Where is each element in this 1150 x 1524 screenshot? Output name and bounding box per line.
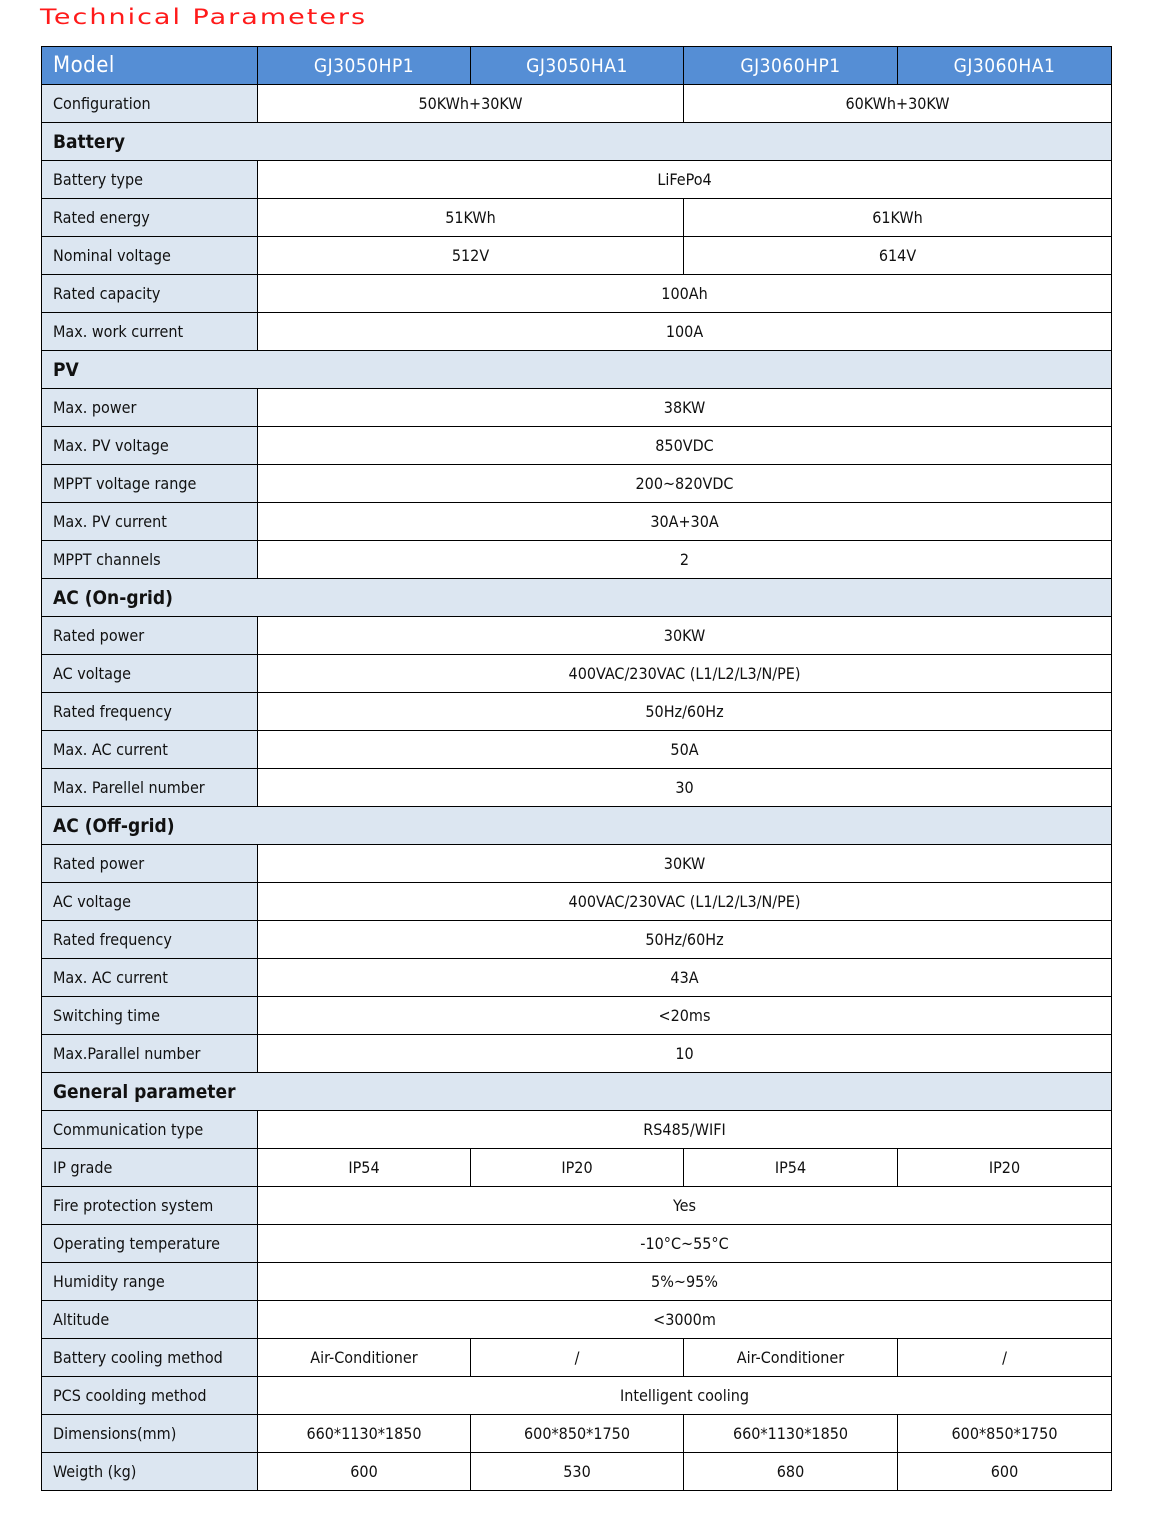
page-title: Technical Parameters (40, 5, 368, 30)
row-label: Battery cooling method (42, 1339, 258, 1377)
table-row (42, 1149, 1112, 1187)
cell-value: 38KW (258, 389, 1112, 427)
table-row (42, 465, 1112, 503)
row-label: Rated energy (42, 199, 258, 237)
row-label: Battery type (42, 161, 258, 199)
row-label: MPPT channels (42, 541, 258, 579)
table-row (42, 161, 1112, 199)
row-label: Altitude (42, 1301, 258, 1339)
cell-value: 400VAC/230VAC (L1/L2/L3/N/PE) (258, 655, 1112, 693)
table-row (42, 313, 1112, 351)
section-header-pv (42, 351, 1112, 389)
table-row (42, 769, 1112, 807)
section-title: Battery (42, 123, 1112, 161)
table-row (42, 1339, 1112, 1377)
row-label: Rated power (42, 617, 258, 655)
cell-value: 50Hz/60Hz (258, 921, 1112, 959)
model-column-header: GJ3060HP1 (684, 47, 898, 85)
row-label: Operating temperature (42, 1225, 258, 1263)
table-row (42, 389, 1112, 427)
row-label: Max. AC current (42, 959, 258, 997)
table-row (42, 1187, 1112, 1225)
section-title: AC (On-grid) (42, 579, 1112, 617)
cell-value: 100A (258, 313, 1112, 351)
cell-value: 51KWh (258, 199, 684, 237)
table-header-row (42, 47, 1112, 85)
row-label: Max. work current (42, 313, 258, 351)
cell-value: 43A (258, 959, 1112, 997)
cell-value: Intelligent cooling (258, 1377, 1112, 1415)
table-row (42, 693, 1112, 731)
cell-value: RS485/WIFI (258, 1111, 1112, 1149)
table-row (42, 1453, 1112, 1491)
table-row (42, 617, 1112, 655)
cell-value: <3000m (258, 1301, 1112, 1339)
cell-value: 660*1130*1850 (258, 1415, 471, 1453)
table-row (42, 503, 1112, 541)
cell-value: 30KW (258, 845, 1112, 883)
cell-value: 850VDC (258, 427, 1112, 465)
row-label: AC voltage (42, 655, 258, 693)
cell-value: 600 (258, 1453, 471, 1491)
row-label: MPPT voltage range (42, 465, 258, 503)
cell-value: 50Hz/60Hz (258, 693, 1112, 731)
row-label: Configuration (42, 85, 258, 123)
row-label: Max. Parellel number (42, 769, 258, 807)
section-header-ac-off-grid (42, 807, 1112, 845)
cell-value: 512V (258, 237, 684, 275)
table-row (42, 1377, 1112, 1415)
row-label: Weigth (kg) (42, 1453, 258, 1491)
table-row (42, 1035, 1112, 1073)
row-label: Max. power (42, 389, 258, 427)
row-label: IP grade (42, 1149, 258, 1187)
cell-value: 61KWh (684, 199, 1112, 237)
table-row (42, 1225, 1112, 1263)
row-label: Rated frequency (42, 693, 258, 731)
cell-value: 50A (258, 731, 1112, 769)
section-title: General parameter (42, 1073, 1112, 1111)
row-label: Rated frequency (42, 921, 258, 959)
cell-value: 30KW (258, 617, 1112, 655)
table-row (42, 1415, 1112, 1453)
cell-value: 2 (258, 541, 1112, 579)
model-header: Model (42, 47, 258, 85)
section-header-battery (42, 123, 1112, 161)
row-label: Fire protection system (42, 1187, 258, 1225)
section-title: PV (42, 351, 1112, 389)
table-row (42, 237, 1112, 275)
cell-value: 680 (684, 1453, 898, 1491)
table-row (42, 959, 1112, 997)
cell-value: / (471, 1339, 684, 1377)
cell-value: 5%~95% (258, 1263, 1112, 1301)
cell-value: LiFePo4 (258, 161, 1112, 199)
section-header-general (42, 1073, 1112, 1111)
row-label: PCS coolding method (42, 1377, 258, 1415)
row-label: AC voltage (42, 883, 258, 921)
section-header-ac-on-grid (42, 579, 1112, 617)
cell-value: Yes (258, 1187, 1112, 1225)
cell-value: 530 (471, 1453, 684, 1491)
model-column-header: GJ3050HP1 (258, 47, 471, 85)
cell-value: IP20 (898, 1149, 1112, 1187)
cell-value: 60KWh+30KW (684, 85, 1112, 123)
table-row (42, 883, 1112, 921)
row-label: Rated capacity (42, 275, 258, 313)
cell-value: 10 (258, 1035, 1112, 1073)
model-column-header: GJ3050HA1 (471, 47, 684, 85)
table-row (42, 85, 1112, 123)
row-label: Max. AC current (42, 731, 258, 769)
table-row (42, 845, 1112, 883)
table-row (42, 997, 1112, 1035)
row-label: Dimensions(mm) (42, 1415, 258, 1453)
cell-value: 614V (684, 237, 1112, 275)
table-row (42, 731, 1112, 769)
row-label: Max. PV current (42, 503, 258, 541)
table-row (42, 921, 1112, 959)
cell-value: 200~820VDC (258, 465, 1112, 503)
cell-value: 50KWh+30KW (258, 85, 684, 123)
cell-value: Air-Conditioner (258, 1339, 471, 1377)
row-label: Switching time (42, 997, 258, 1035)
cell-value: IP54 (684, 1149, 898, 1187)
cell-value: 400VAC/230VAC (L1/L2/L3/N/PE) (258, 883, 1112, 921)
cell-value: -10°C~55°C (258, 1225, 1112, 1263)
cell-value: / (898, 1339, 1112, 1377)
model-column-header: GJ3060HA1 (898, 47, 1112, 85)
table-row (42, 655, 1112, 693)
cell-value: 30A+30A (258, 503, 1112, 541)
row-label: Rated power (42, 845, 258, 883)
cell-value: 660*1130*1850 (684, 1415, 898, 1453)
table-row (42, 199, 1112, 237)
row-label: Max. PV voltage (42, 427, 258, 465)
row-label: Nominal voltage (42, 237, 258, 275)
table-row (42, 1301, 1112, 1339)
cell-value: Air-Conditioner (684, 1339, 898, 1377)
cell-value: IP20 (471, 1149, 684, 1187)
row-label: Communication type (42, 1111, 258, 1149)
table-row (42, 541, 1112, 579)
cell-value: 100Ah (258, 275, 1112, 313)
table-row (42, 1111, 1112, 1149)
table-row (42, 1263, 1112, 1301)
table-row (42, 275, 1112, 313)
row-label: Humidity range (42, 1263, 258, 1301)
cell-value: 600*850*1750 (471, 1415, 684, 1453)
cell-value: 600 (898, 1453, 1112, 1491)
table-row (42, 427, 1112, 465)
technical-parameters-table (41, 46, 1112, 1491)
cell-value: IP54 (258, 1149, 471, 1187)
cell-value: <20ms (258, 997, 1112, 1035)
cell-value: 600*850*1750 (898, 1415, 1112, 1453)
cell-value: 30 (258, 769, 1112, 807)
section-title: AC (Off-grid) (42, 807, 1112, 845)
row-label: Max.Parallel number (42, 1035, 258, 1073)
